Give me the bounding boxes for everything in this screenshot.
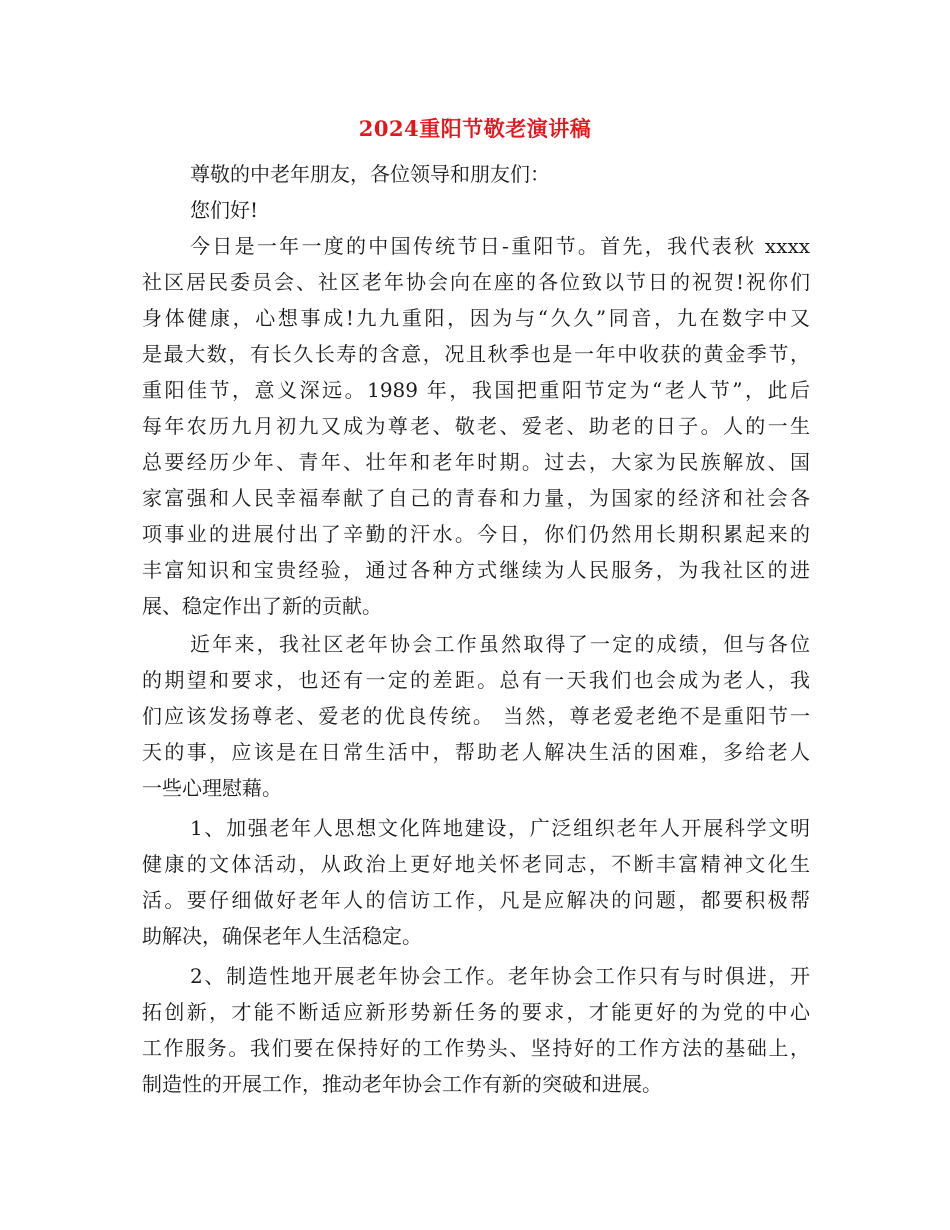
document-line: 天的事，应该是在日常生活中，帮助老人解决生活的困难，多给老人 xyxy=(142,740,810,764)
document-line: 丰富知识和宝贵经验，通过各种方式继续为人民服务，为我社区的进 xyxy=(142,558,810,582)
document-line: 2、制造性地开展老年协会工作。老年协会工作只有与时俱进，开 xyxy=(190,964,810,988)
document-line: 一些心理慰藉。 xyxy=(142,776,282,800)
document-line: 您们好! xyxy=(190,198,259,222)
document-line: 1、加强老年人思想文化阵地建设，广泛组织老年人开展科学文明 xyxy=(190,816,810,840)
document-line: 健康的文体活动，从政治上更好地关怀老同志，不断丰富精神文化生 xyxy=(142,852,810,876)
document-line: 制造性的开展工作，推动老年协会工作有新的突破和进展。 xyxy=(142,1072,662,1096)
document-line: 家富强和人民幸福奉献了自己的青春和力量，为国家的经济和社会各 xyxy=(142,486,810,510)
document-line: 助解决，确保老年人生活稳定。 xyxy=(142,924,422,948)
document-title: 2024重阳节敬老演讲稿 xyxy=(358,116,592,141)
document-line: 们应该发扬尊老、爱老的优良传统。 当然，尊老爱老绝不是重阳节一 xyxy=(142,704,810,728)
document-line: 项事业的进展付出了辛勤的汗水。今日，你们仍然用长期积累起来的 xyxy=(142,522,810,546)
document-body xyxy=(142,156,810,1102)
document-line: 拓创新，才能不断适应新形势新任务的要求，才能更好的为党的中心 xyxy=(142,1000,810,1024)
document-line: 重阳佳节，意义深远。1989 年，我国把重阳节定为“老人节”，此后 xyxy=(142,378,810,402)
document-line: 展、稳定作出了新的贡献。 xyxy=(142,594,382,618)
document-line: 工作服务。我们要在保持好的工作势头、坚持好的工作方法的基础上， xyxy=(142,1036,810,1060)
document-line: 今日是一年一度的中国传统节日-重阳节。首先，我代表秋 xxxx xyxy=(190,234,810,258)
document-line: 活。要仔细做好老年人的信访工作，凡是应解决的问题，都要积极帮 xyxy=(142,888,810,912)
document-line: 是最大数，有长久长寿的含意，况且秋季也是一年中收获的黄金季节， xyxy=(142,342,810,366)
document-line: 每年农历九月初九又成为尊老、敬老、爱老、助老的日子。人的一生 xyxy=(142,414,810,438)
document-line: 的期望和要求，也还有一定的差距。总有一天我们也会成为老人，我 xyxy=(142,668,810,692)
document-line: 总要经历少年、青年、壮年和老年时期。过去，大家为民族解放、国 xyxy=(142,450,810,474)
document-line: 社区居民委员会、社区老年协会向在座的各位致以节日的祝贺!祝你们 xyxy=(142,270,810,294)
document-line: 尊敬的中老年朋友，各位领导和朋友们： xyxy=(190,162,550,186)
document-line: 身体健康，心想事成!九九重阳，因为与“久久”同音，九在数字中又 xyxy=(142,306,810,330)
document-line: 近年来，我社区老年协会工作虽然取得了一定的成绩，但与各位 xyxy=(190,632,810,656)
